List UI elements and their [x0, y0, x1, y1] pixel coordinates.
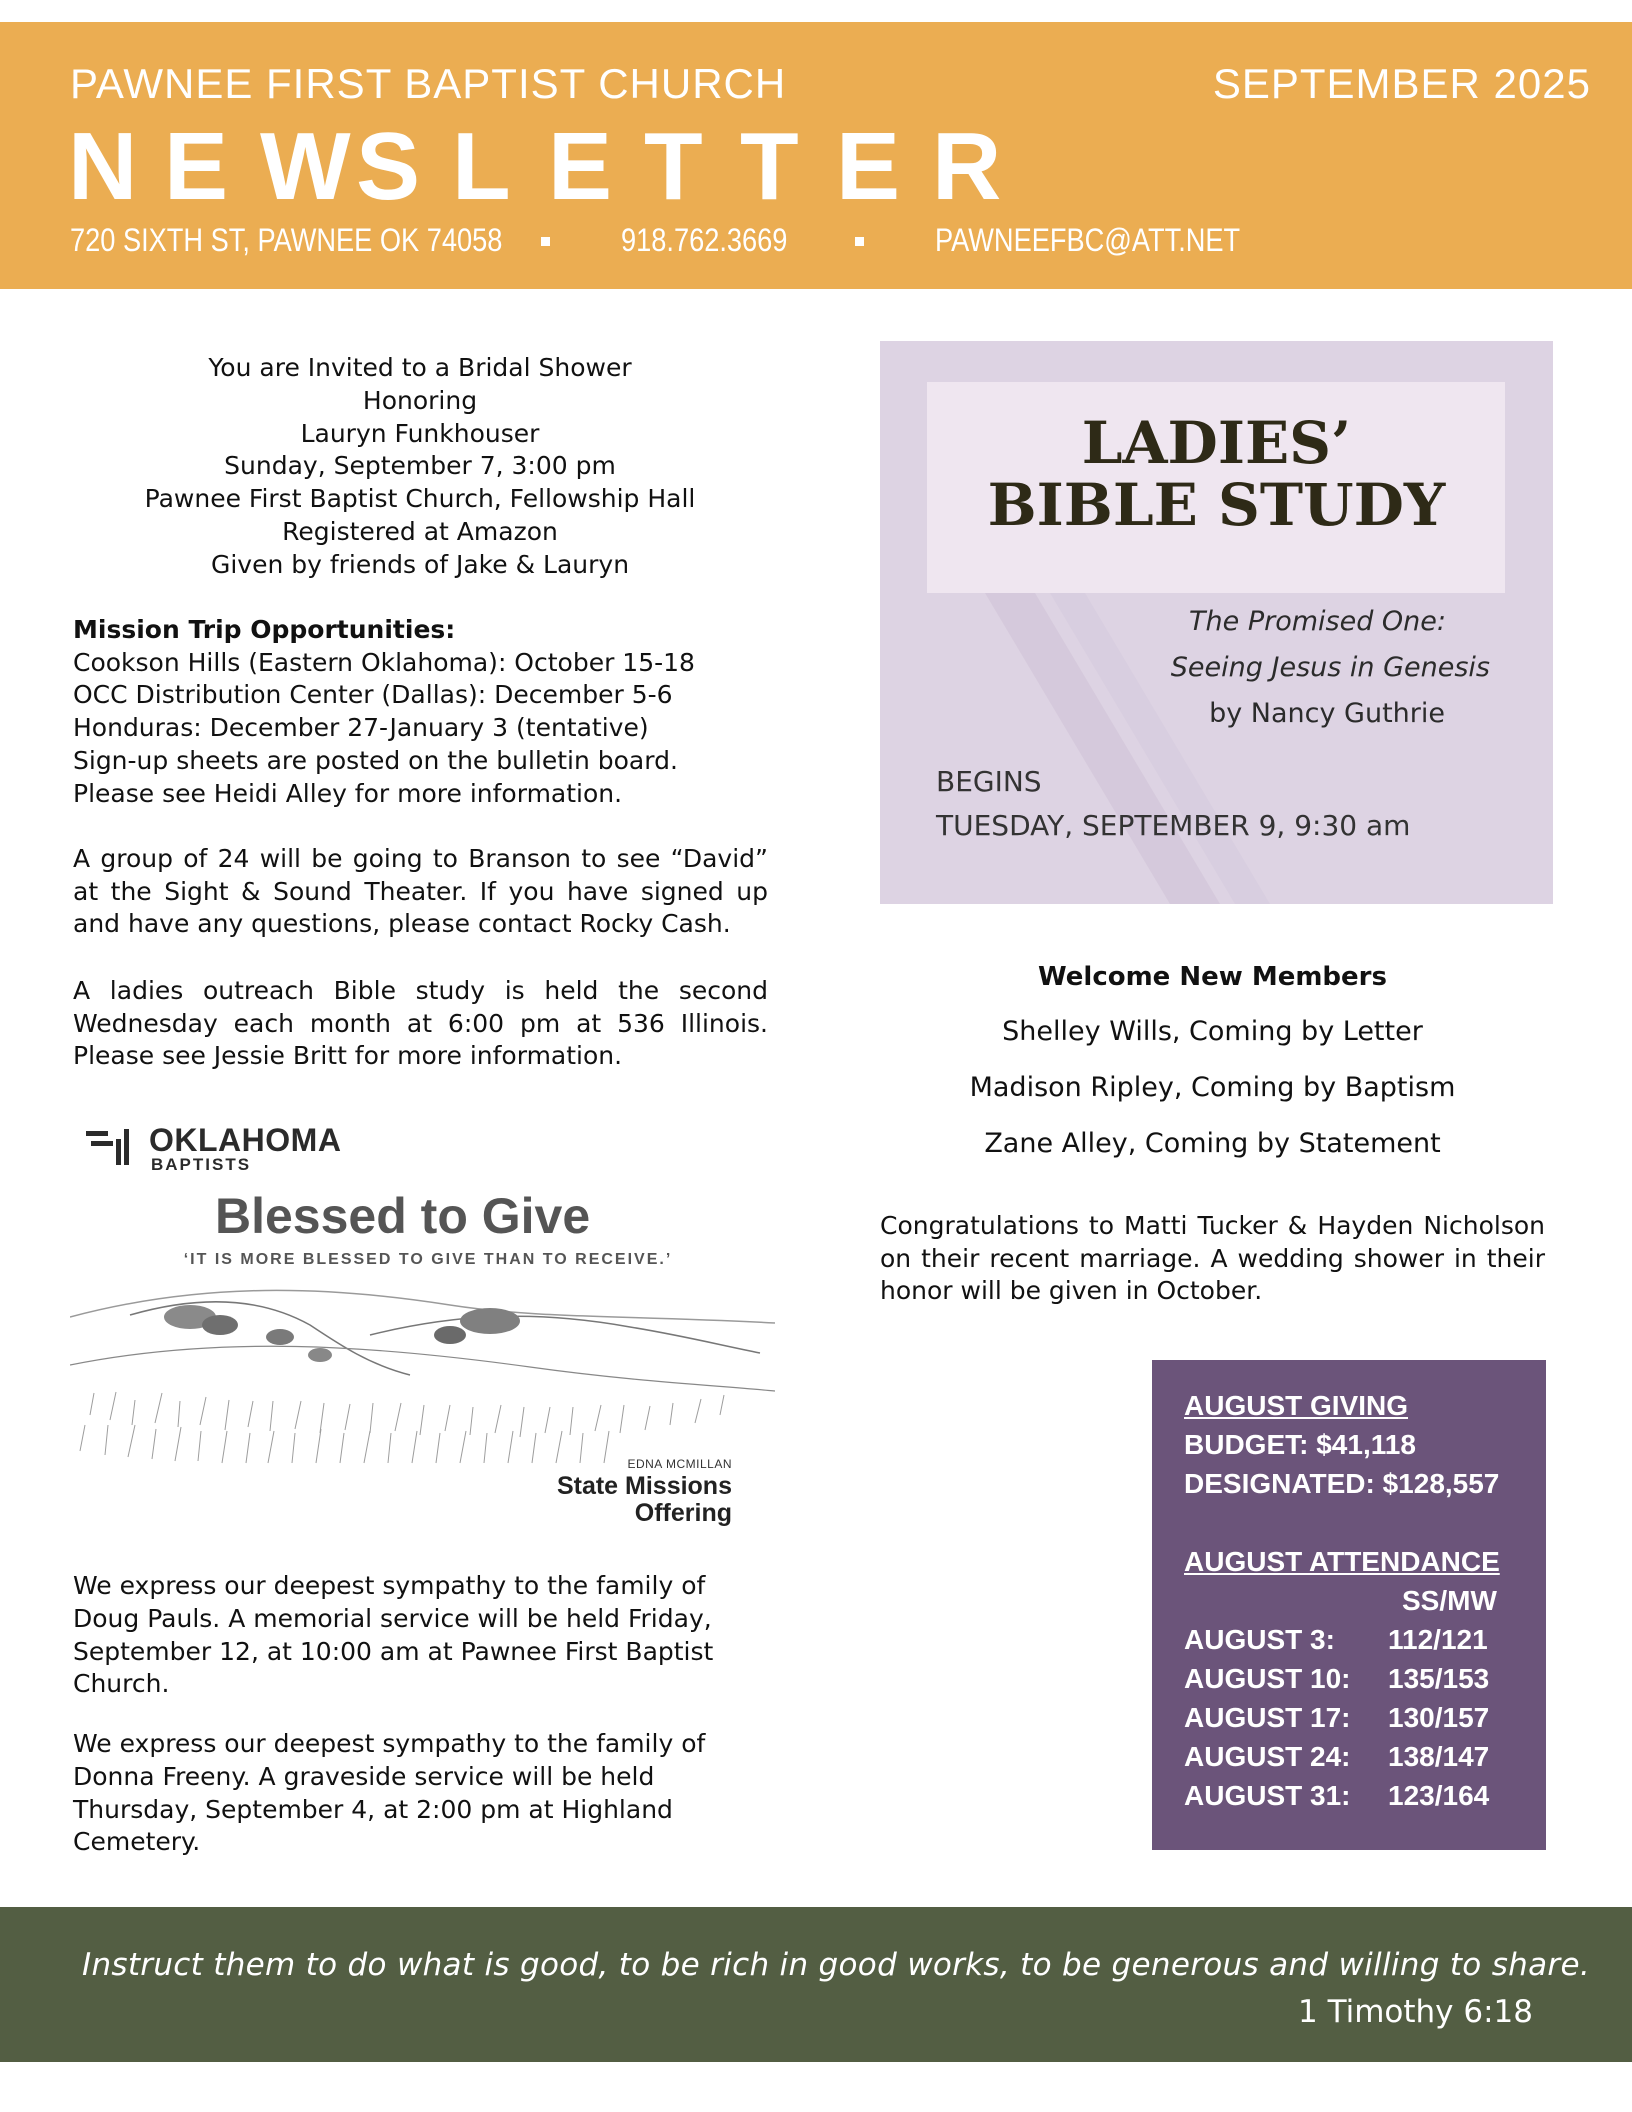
sympathy-paragraph: We express our deepest sympathy to the family of Donna Freeny. A graveside service will be held Thursday, September 4, at 2:00 pm at Highland Cemetery. [73, 1729, 706, 1857]
congratulations-paragraph: Congratulations to Matti Tucker & Hayden Nicholson on their recent marriage. A wedding shower in their honor will be given in October. [880, 1211, 1545, 1306]
mission-trip-line: Cookson Hills (Eastern Oklahoma): October 15-18 [73, 647, 695, 677]
attendance-heading: AUGUST ATTENDANCE [1184, 1546, 1500, 1577]
offering-verse: ‘IT IS MORE BLESSED TO GIVE THAN TO RECEIVE.’ [183, 1251, 673, 1268]
list-item: Madison Ripley, Coming by Baptism [969, 1072, 1456, 1103]
attendance-value: 135/153 [1388, 1663, 1490, 1694]
mission-trips-heading: Mission Trip Opportunities: [73, 615, 456, 644]
bullet-square-icon [855, 237, 864, 246]
church-name: PAWNEE FIRST BAPTIST CHURCH [70, 60, 787, 107]
attendance-date: AUGUST 17: [1184, 1702, 1351, 1733]
attendance-date: AUGUST 3: [1184, 1624, 1335, 1655]
ladies-outreach-paragraph: A ladies outreach Bible study is held the second Wednesday each month at 6:00 pm at 536 Illinois. Please see Jessie Britt for more information. [73, 976, 768, 1071]
attendance-column-label: SS/MW [1402, 1585, 1497, 1616]
church-address: 720 SIXTH ST, PAWNEE OK 74058 [70, 222, 503, 258]
oklahoma-baptists-logo-icon [86, 1129, 132, 1165]
bridal-line: Pawnee First Baptist Church, Fellowship Hall [144, 484, 696, 514]
mission-trip-line: Sign-up sheets are posted on the bulletin board. [73, 745, 678, 775]
mission-trip-line: Honduras: December 27-January 3 (tentative) [73, 713, 649, 743]
title-letter: S [356, 113, 421, 220]
bible-study-begins-label: BEGINS [936, 765, 1042, 798]
offering-namesake: EDNA MCMILLAN [627, 1457, 732, 1471]
list-item: Zane Alley, Coming by Statement [984, 1128, 1441, 1159]
bible-study-start-date: TUESDAY, SEPTEMBER 9, 9:30 am [936, 809, 1411, 842]
attendance-value: 138/147 [1388, 1741, 1490, 1772]
logo-name: OKLAHOMA [149, 1122, 342, 1158]
attendance-date: AUGUST 10: [1184, 1663, 1351, 1694]
new-members-list [880, 1004, 1545, 1172]
mission-trips [73, 614, 773, 810]
title-letter: E [164, 113, 229, 220]
title-letter: N [68, 113, 138, 220]
mission-trip-line: OCC Distribution Center (Dallas): December 5-6 [73, 680, 673, 710]
attendance-date: AUGUST 31: [1184, 1780, 1351, 1811]
title-letter: W [260, 113, 351, 220]
giving-heading: AUGUST GIVING [1184, 1390, 1409, 1421]
bridal-line: Lauryn Funkhouser [300, 418, 540, 448]
attendance-value: 123/164 [1388, 1780, 1490, 1811]
mission-trip-line: Please see Heidi Alley for more information. [73, 778, 623, 808]
scripture-quote: Instruct them to do what is good, to be rich in good works, to be generous and willing to share. [82, 1947, 1590, 1983]
issue-date: SEPTEMBER 2025 [1212, 60, 1591, 107]
ladies-bible-study-graphic [880, 341, 1553, 904]
scripture-footer [0, 1907, 1632, 2062]
book-author: by Nancy Guthrie [1209, 698, 1445, 729]
bullet-square-icon [541, 237, 550, 246]
newsletter-header [0, 22, 1632, 289]
title-letter: R [932, 113, 1002, 220]
offering-name-line2: Offering [634, 1499, 732, 1527]
bridal-line: Given by friends of Jake & Lauryn [210, 549, 630, 579]
logo-subtitle: BAPTISTS [151, 1155, 252, 1174]
title-letter: L [452, 113, 511, 220]
book-title-line2: Seeing Jesus in Genesis [1170, 652, 1490, 683]
bridal-line: You are Invited to a Bridal Shower [208, 353, 632, 382]
newsletter-title [68, 107, 1028, 227]
state-missions-graphic [70, 1117, 775, 1532]
title-letter: T [644, 113, 703, 220]
list-item: Shelley Wills, Coming by Letter [1002, 1016, 1423, 1047]
budget-giving: BUDGET: $41,118 [1184, 1429, 1416, 1460]
bridal-line: Sunday, September 7, 3:00 pm [224, 451, 616, 481]
bible-study-title-line1: LADIES’ [1081, 409, 1352, 477]
designated-giving: DESIGNATED: $128,557 [1184, 1468, 1500, 1499]
book-title-line1: The Promised One: [1189, 606, 1446, 637]
bible-study-title-line2: BIBLE STUDY [987, 471, 1446, 539]
attendance-value: 112/121 [1388, 1624, 1488, 1655]
attendance-value: 130/157 [1388, 1702, 1490, 1733]
new-members-heading: Welcome New Members [1038, 962, 1387, 992]
bridal-line: Honoring [362, 385, 478, 415]
title-letter: E [548, 113, 613, 220]
offering-theme-title: Blessed to Give [215, 1188, 591, 1244]
title-letter: T [740, 113, 799, 220]
giving-attendance-box [1152, 1360, 1546, 1850]
attendance-date: AUGUST 24: [1184, 1741, 1351, 1772]
title-letter: E [836, 113, 901, 220]
branson-trip-paragraph: A group of 24 will be going to Branson to see “David” at the Sight & Sound Theater. If you have signed up and have any questions, please contact Rocky Cash. [73, 844, 768, 939]
church-phone: 918.762.3669 [621, 222, 788, 258]
scripture-reference: 1 Timothy 6:18 [1298, 1994, 1533, 2030]
contact-info [70, 222, 1241, 268]
offering-name-line1: State Missions [556, 1472, 732, 1500]
church-email: PAWNEEFBC@ATT.NET [935, 222, 1241, 258]
welcome-new-members [880, 958, 1545, 1172]
bridal-shower-invitation [72, 352, 768, 582]
sympathy-paragraph: We express our deepest sympathy to the family of Doug Pauls. A memorial service will be held Friday, September 12, at 10:00 am at Pawnee First Baptist Church. [73, 1571, 714, 1699]
prairie-landscape-illustration [70, 1275, 775, 1467]
bridal-line: Registered at Amazon [282, 516, 558, 546]
